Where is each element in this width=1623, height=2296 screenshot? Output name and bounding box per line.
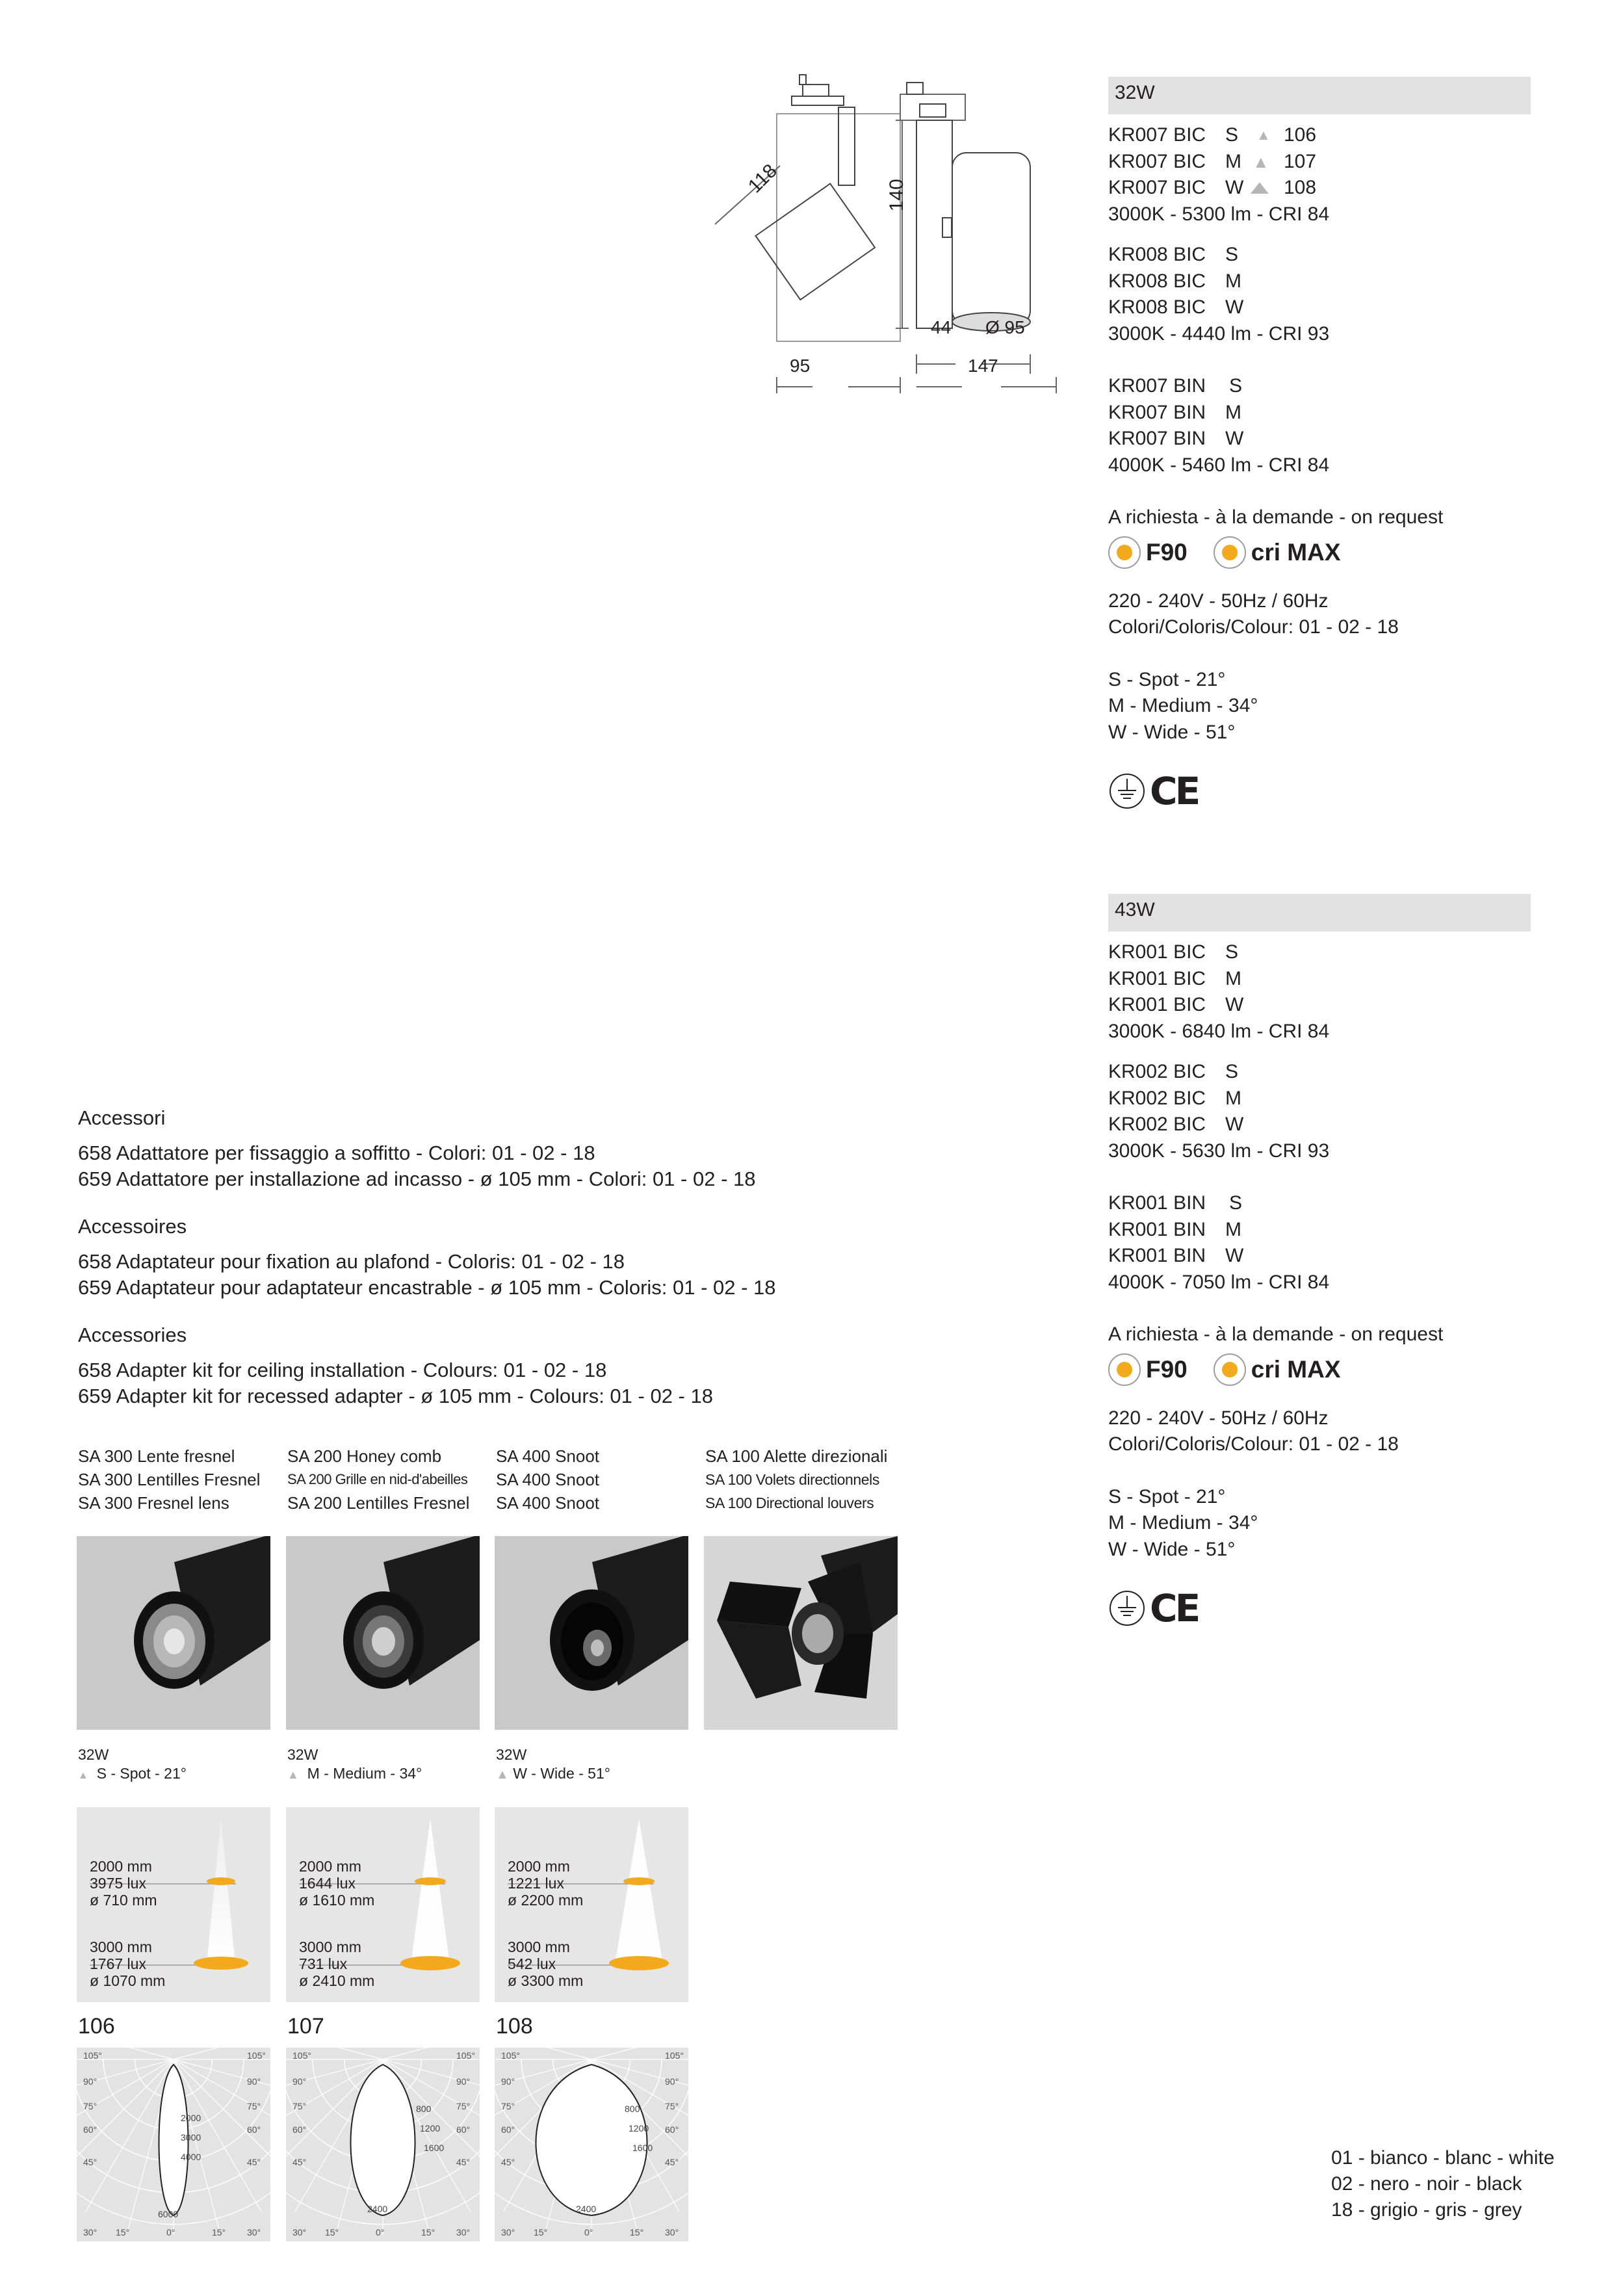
polar-angle-label: 60° (456, 2124, 471, 2135)
polar-angle-label: 45° (665, 2157, 679, 2167)
code-row: KR008 BIC S (1108, 244, 1239, 265)
certifications (1108, 769, 1531, 813)
polar-angle-label: 30° (456, 2227, 471, 2237)
version-header: 43W (1108, 894, 1531, 932)
polar-angle-label: 60° (83, 2124, 97, 2135)
accessories (78, 1105, 988, 1409)
spec-line: 3000K - 4440 lm - CRI 93 (1108, 322, 1330, 345)
polar-angle-label: 90° (501, 2076, 515, 2087)
addon-label-fresnel: SA 300 Lente fresnel SA 300 Lentilles Fresnel SA 300 Fresnel lens (78, 1446, 261, 1513)
led-option-icon (1214, 536, 1246, 569)
addon-label-louvers: SA 100 Alette direzionali SA 100 Volets directionnels SA 100 Directional louvers (705, 1446, 888, 1511)
beam-header-medium: 32W ▲ M - Medium - 34° (287, 1746, 422, 1782)
led-option-icon (1214, 1353, 1246, 1386)
beam-triangle-icon: ▲ (1253, 151, 1269, 172)
polar-angle-label: 105° (456, 2050, 475, 2061)
dim-118: 118 (744, 160, 781, 198)
spec-line: 4000K - 5460 lm - CRI 84 (1108, 454, 1330, 476)
polar-angle-label: 30° (83, 2227, 97, 2237)
code-row: KR001 BIC S (1108, 941, 1239, 963)
colours: Colori/Coloris/Colour: 01 - 02 - 18 (1108, 616, 1399, 638)
polar-ring-label: 3000 (181, 2132, 201, 2143)
dim-147: 147 (968, 356, 998, 376)
polar-ring-label: 1600 (632, 2143, 653, 2153)
beam-triangle-icon: ▲ (287, 1768, 299, 1781)
code-row: KR007 BIC W ▲ 108 (1108, 175, 1531, 202)
options (1108, 536, 1531, 569)
beam-header-spot: 32W ▲ S - Spot - 21° (78, 1746, 187, 1782)
dim-phi95: Ø 95 (985, 317, 1025, 337)
polar-number-106: 106 (78, 2014, 115, 2039)
polar-angle-label: 60° (501, 2124, 515, 2135)
polar-angle-label: 105° (247, 2050, 266, 2061)
beam-spot: S - Spot - 21° (1108, 1485, 1226, 1507)
candela-lobe (536, 2065, 647, 2215)
code-row: KR002 BIC W (1108, 1114, 1244, 1135)
ce-mark: CE (1150, 1586, 1199, 1630)
accessory-line: 659 Adapter kit for recessed adapter - ø 105 mm - Colours: 01 - 02 - 18 (78, 1385, 713, 1407)
addon-label-honeycomb: SA 200 Honey comb SA 200 Grille en nid-d'abeilles SA 200 Lentilles Fresnel (287, 1446, 470, 1513)
polar-angle-label: 15° (630, 2227, 644, 2237)
polar-angle-label: 90° (83, 2076, 97, 2087)
accessory-line: 658 Adaptateur pour fixation au plafond - Coloris: 01 - 02 - 18 (78, 1250, 625, 1273)
polar-angle-label: 90° (292, 2076, 307, 2087)
code-row: KR007 BIN S (1108, 375, 1243, 397)
version-header: 32W (1108, 77, 1531, 114)
beam-triangle-icon: ▲ (496, 1768, 509, 1782)
accessories-title-it: Accessori (78, 1106, 166, 1129)
polar-ring-label: 800 (416, 2104, 432, 2114)
code-row: KR002 BIC S (1108, 1061, 1239, 1082)
polar-angle-label: 45° (501, 2157, 515, 2167)
polar-angle-label: 0° (166, 2227, 175, 2237)
addon-label-snoot: SA 400 Snoot SA 400 Snoot SA 400 Snoot (496, 1446, 600, 1513)
dim-140: 140 (885, 179, 907, 212)
polar-number-107: 107 (287, 2014, 324, 2039)
polar-angle-label: 0° (376, 2227, 385, 2237)
beam-triangle-icon: ▲ (1244, 177, 1275, 198)
polar-angle-label: 15° (534, 2227, 548, 2237)
polar-ring-label: 2400 (576, 2204, 597, 2214)
version-32w (1108, 77, 1531, 813)
polar-angle-label: 90° (247, 2076, 261, 2087)
accessory-line: 659 Adattatore per installazione ad incasso - ø 105 mm - Colori: 01 - 02 - 18 (78, 1168, 756, 1190)
code-row: KR007 BIN W (1108, 428, 1244, 449)
accessory-line: 658 Adattatore per fissaggio a soffitto - Colori: 01 - 02 - 18 (78, 1141, 595, 1164)
polar-angle-label: 105° (83, 2050, 102, 2061)
spec-line: 3000K - 5630 lm - CRI 93 (1108, 1140, 1330, 1162)
polar-angle-label: 60° (292, 2124, 307, 2135)
polar-angle-label: 30° (247, 2227, 261, 2237)
polar-angle-label: 45° (456, 2157, 471, 2167)
polar-diagram-108 (495, 2048, 688, 2241)
polar-angle-label: 90° (456, 2076, 471, 2087)
beam-triangle-icon: ▲ (1256, 127, 1271, 143)
led-option-icon (1108, 536, 1141, 569)
accessory-line: 659 Adaptateur pour adaptateur encastrable - ø 105 mm - Coloris: 01 - 02 - 18 (78, 1276, 776, 1299)
code-row: KR001 BIC M (1108, 967, 1241, 989)
beam-wide: W - Wide - 51° (1108, 1538, 1236, 1560)
voltage: 220 - 240V - 50Hz / 60Hz (1108, 590, 1329, 612)
polar-ring-label: 6000 (158, 2209, 179, 2219)
code-row: KR007 BIC S ▲ 106 (1108, 122, 1531, 149)
voltage: 220 - 240V - 50Hz / 60Hz (1108, 1407, 1329, 1429)
code-row: KR007 BIN M (1108, 401, 1241, 423)
polar-ring-label: 800 (625, 2104, 640, 2114)
polar-ring-label: 1600 (424, 2143, 445, 2153)
honeycomb-photo (286, 1536, 480, 1730)
option-f90: F90 (1108, 536, 1188, 569)
polar-angle-label: 75° (83, 2101, 97, 2111)
polar-angle-label: 75° (292, 2101, 307, 2111)
ce-mark: CE (1150, 769, 1199, 813)
polar-angle-label: 45° (247, 2157, 261, 2167)
options (1108, 1353, 1531, 1386)
accessories-title-fr: Accessoires (78, 1215, 187, 1238)
beam-spot: S - Spot - 21° (1108, 668, 1226, 690)
polar-ring-label: 2400 (367, 2204, 388, 2214)
code-row: KR001 BIN S (1108, 1192, 1243, 1214)
polar-angle-label: 60° (247, 2124, 261, 2135)
code-row: KR007 BIC M ▲ 107 (1108, 149, 1531, 176)
colour-legend-item: 01 - bianco - blanc - white (1331, 2147, 1555, 2169)
polar-number-108: 108 (496, 2014, 533, 2039)
polar-diagram-106 (77, 2048, 270, 2241)
polar-angle-label: 105° (292, 2050, 311, 2061)
polar-angle-label: 75° (665, 2101, 679, 2111)
led-option-icon (1108, 1353, 1141, 1386)
polar-angle-label: 105° (501, 2050, 520, 2061)
colour-legend-item: 18 - grigio - gris - grey (1331, 2199, 1522, 2221)
dim-44: 44 (931, 317, 952, 337)
snoot-photo (495, 1536, 688, 1730)
code-row: KR001 BIN M (1108, 1218, 1241, 1240)
polar-angle-label: 60° (665, 2124, 679, 2135)
polar-angle-label: 15° (325, 2227, 339, 2237)
option-cri-max: cri MAX (1214, 536, 1341, 569)
polar-diagram-107 (286, 2048, 480, 2241)
version-43w (1108, 894, 1531, 1630)
option-f90: F90 (1108, 1353, 1188, 1386)
polar-ring-label: 1200 (629, 2123, 649, 2133)
accessories-title-en: Accessories (78, 1324, 187, 1346)
code-row: KR002 BIC M (1108, 1087, 1241, 1109)
polar-angle-label: 30° (501, 2227, 515, 2237)
spec-line: 3000K - 5300 lm - CRI 84 (1108, 203, 1330, 225)
beam-medium: M - Medium - 34° (1108, 695, 1258, 716)
beam-medium: M - Medium - 34° (1108, 1512, 1258, 1533)
candela-lobe (350, 2065, 415, 2215)
polar-angle-label: 75° (456, 2101, 471, 2111)
colour-legend-item: 02 - nero - noir - black (1331, 2173, 1522, 2195)
polar-angle-label: 0° (584, 2227, 593, 2237)
code-row: KR001 BIN W (1108, 1245, 1244, 1266)
code-row: KR008 BIC M (1108, 270, 1241, 292)
beam-header-wide: 32W ▲ W - Wide - 51° (496, 1746, 610, 1782)
polar-ring-label: 4000 (181, 2152, 201, 2162)
on-request-text: A richiesta - à la demande - on request (1108, 1324, 1444, 1345)
spec-line: 3000K - 6840 lm - CRI 84 (1108, 1020, 1330, 1042)
beam-triangle-icon: ▲ (78, 1770, 88, 1781)
on-request-text: A richiesta - à la demande - on request (1108, 506, 1444, 528)
polar-ring-label: 2000 (181, 2113, 201, 2123)
beam-wide: W - Wide - 51° (1108, 721, 1236, 743)
certifications (1108, 1586, 1531, 1630)
fresnel-lens-photo (77, 1536, 270, 1730)
colour-legend (1331, 2145, 1555, 2223)
louvers-photo (704, 1536, 898, 1730)
polar-angle-label: 105° (665, 2050, 684, 2061)
beam-box-medium: 2000 mm 1644 lux ø 1610 mm 3000 mm 731 lux ø 2410 mm (286, 1807, 480, 2002)
polar-angle-label: 30° (665, 2227, 679, 2237)
polar-ring-label: 1200 (420, 2123, 441, 2133)
beam-box-wide: 2000 mm 1221 lux ø 2200 mm 3000 mm 542 lux ø 3300 mm (495, 1807, 688, 2002)
polar-angle-label: 75° (247, 2101, 261, 2111)
polar-angle-label: 45° (292, 2157, 307, 2167)
code-row: KR008 BIC W (1108, 296, 1244, 318)
polar-angle-label: 15° (212, 2227, 226, 2237)
polar-angle-label: 75° (501, 2101, 515, 2111)
spec-line: 4000K - 7050 lm - CRI 84 (1108, 1271, 1330, 1293)
polar-angle-label: 30° (292, 2227, 307, 2237)
code-row: KR001 BIC W (1108, 994, 1244, 1015)
polar-angle-label: 15° (116, 2227, 130, 2237)
earth-ground-icon (1108, 1589, 1146, 1627)
polar-angle-label: 45° (83, 2157, 97, 2167)
polar-angle-label: 15° (421, 2227, 435, 2237)
dim-95: 95 (790, 356, 811, 376)
accessory-line: 658 Adapter kit for ceiling installation - Colours: 01 - 02 - 18 (78, 1359, 607, 1381)
beam-box-spot: 2000 mm 3975 lux ø 710 mm 3000 mm 1767 lux ø 1070 mm (77, 1807, 270, 2002)
earth-ground-icon (1108, 772, 1146, 810)
polar-angle-label: 90° (665, 2076, 679, 2087)
technical-drawing (702, 68, 1066, 393)
option-cri-max: cri MAX (1214, 1353, 1341, 1386)
colours: Colori/Coloris/Colour: 01 - 02 - 18 (1108, 1433, 1399, 1455)
